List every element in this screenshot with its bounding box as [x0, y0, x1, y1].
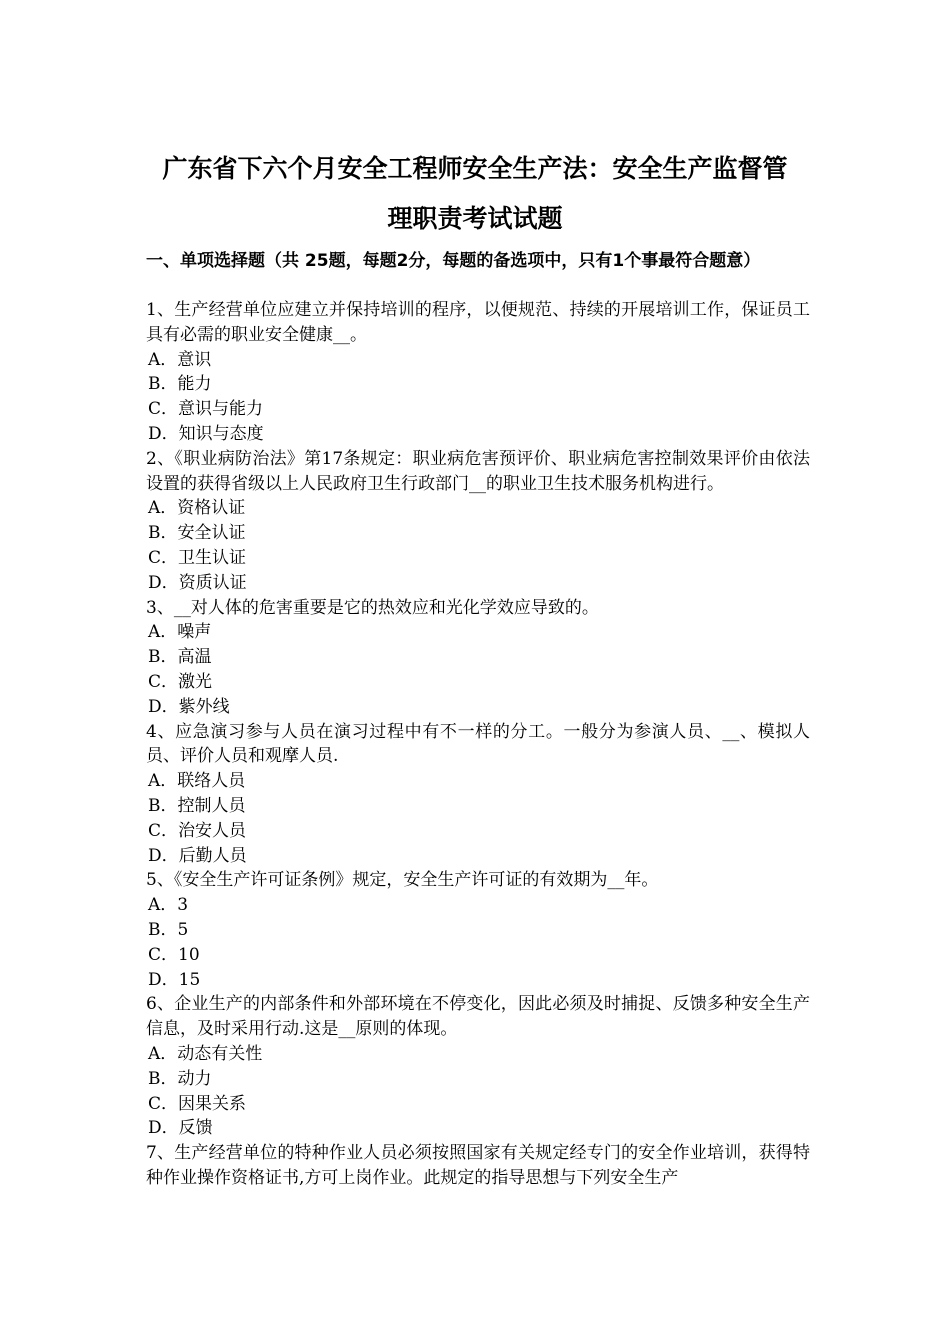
question-3-option-c: C．激光	[148, 671, 213, 692]
question-1-option-d: D．知识与态度	[148, 423, 264, 444]
question-1-option-c: C．意识与能力	[148, 399, 264, 420]
question-5-option-a: A．3	[148, 895, 189, 916]
question-6-text: 6、企业生产的内部条件和外部环境在不停变化，因此必须及时捕捉、反馈多种安全生产信息，及时采用行动.这是__原则的体现。	[146, 994, 810, 1040]
question-4-text: 4、应急演习参与人员在演习过程中有不一样的分工。一般分为参演人员、__、模拟人员、评价人员和观摩人员.	[146, 721, 810, 767]
question-6-option-c: C．因果关系	[148, 1093, 247, 1114]
question-7-text: 7、生产经营单位的特种作业人员必须按照国家有关规定经专门的安全作业培训，获得特种作业操作资格证书,方可上岗作业。此规定的指导思想与下列安全生产	[146, 1143, 810, 1188]
question-4-option-a: A．联络人员	[148, 771, 246, 792]
question-3-option-a: A．噪声	[148, 622, 212, 643]
question-2-text: 2、《职业病防治法》第17条规定：职业病危害预评价、职业病危害控制效果评价由依法设置的获得省级以上人民政府卫生行政部门__的职业卫生技术服务机构进行。	[146, 448, 810, 494]
question-2-option-c: C．卫生认证	[148, 547, 247, 568]
question-3-text: 3、__对人体的危害重要是它的热效应和光化学效应导致的。	[146, 597, 599, 618]
question-4-option-c: C．治安人员	[148, 820, 247, 841]
document-title-line-1: 广东省下六个月安全工程师安全生产法：安全生产监督管	[162, 154, 788, 183]
question-5-option-b: B．5	[148, 919, 189, 940]
question-2-option-a: A．资格认证	[148, 498, 246, 519]
question-5-option-d: D．15	[148, 969, 201, 990]
question-6-option-b: B．动力	[148, 1068, 212, 1089]
question-6-option-d: D．反馈	[148, 1118, 213, 1139]
document-title-line-2: 理职责考试试题	[387, 204, 563, 233]
question-4-option-b: B．控制人员	[148, 795, 246, 816]
question-4-option-d: D．后勤人员	[148, 845, 247, 866]
question-1-option-b: B．能力	[148, 374, 212, 395]
question-5-text: 5、《安全生产许可证条例》规定，安全生产许可证的有效期为__年。	[146, 870, 659, 891]
question-2-option-b: B．安全认证	[148, 523, 246, 544]
question-list	[146, 298, 810, 1191]
question-5-option-c: C．10	[148, 944, 200, 965]
question-6-option-a: A．动态有关性	[148, 1043, 263, 1064]
section-heading: 一、单项选择题（共 25题，每题2分，每题的备选项中，只有1个事最符合题意）	[146, 251, 761, 271]
question-3-option-d: D．紫外线	[148, 696, 230, 717]
question-2-option-d: D．资质认证	[148, 572, 247, 593]
question-1-option-a: A．意识	[148, 349, 212, 370]
question-1-text: 1、生产经营单位应建立并保持培训的程序，以便规范、持续的开展培训工作，保证员工具有必需的职业安全健康__。	[146, 300, 810, 345]
question-3-option-b: B．高温	[148, 647, 212, 668]
